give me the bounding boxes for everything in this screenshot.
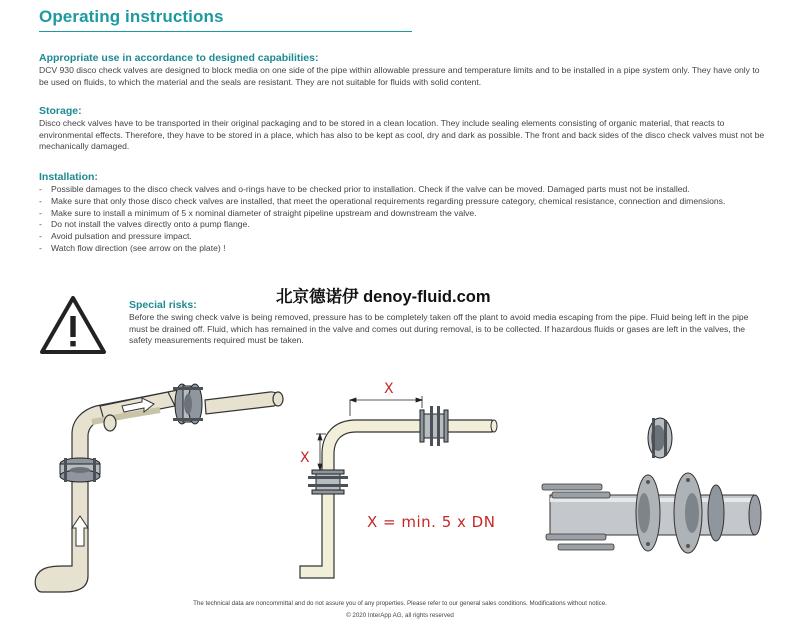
lower-valve <box>60 458 100 482</box>
use-heading: Appropriate use in accordance to designed capabilities: <box>39 52 319 64</box>
pipe-installation-figure <box>30 372 290 594</box>
dimension-x-top: X <box>384 381 394 397</box>
warning-icon <box>39 294 107 356</box>
use-text: DCV 930 disco check valves are designed to block media on one side of the pipe within allowable pressure and temperature limits and to be installed in a pipe system only. They have only to be used on fluids, to which the material and the seals are resistant. They are not suitable for fluids with solid content. <box>39 65 760 87</box>
special-risks-section <box>129 299 769 347</box>
distance-formula: X = min. 5 x DN <box>367 513 496 531</box>
special-risks-text: Before the swing check valve is being removed, pressure has to be completely taken off the plant to avoid media escaping from the pipe. Fluid being left in the pipe must be drained off. Fluid, which has remained in the valve and comes out during removal, is to be collected. If hazardous fluids or gases are left in the valves, the safety measurements required must be taken. <box>129 312 749 346</box>
installation-item: - Avoid pulsation and pressure impact. <box>39 231 767 243</box>
storage-section <box>39 105 767 153</box>
special-risks-heading: Special risks: <box>129 299 197 311</box>
installation-item: - Do not install the valves directly onto a pump flange. <box>39 219 767 231</box>
installation-item: - Watch flow direction (see arrow on the plate) ! <box>39 243 767 255</box>
upper-valve <box>173 384 203 424</box>
title-divider <box>39 31 412 32</box>
storage-text: Disco check valves have to be transported in their original packaging and to be stored in a clean location. They include sealing elements consisting of organic material, that reacts to environmental effects. Therefore, they have to be stored in a place, which has also to be kept as cool, dry and dark as possible. The front and back sides of the disco check valves must not be mechanically damaged. <box>39 118 765 152</box>
footer-disclaimer: The technical data are noncommittal and do not assure you of any properties. Please refer to our general sales conditions. Modifications without notice. <box>193 600 607 607</box>
storage-heading: Storage: <box>39 105 82 117</box>
installation-item: - Make sure that only those disco check valves are installed, that meet the operational requirements regarding pressure category, chemical resistance, connection and dimensions. <box>39 196 767 208</box>
installation-item: - Possible damages to the disco check valves and o-rings have to be checked prior to installation. Check if the valve can be moved. Damaged parts must not be installed. <box>39 184 767 196</box>
installation-heading: Installation: <box>39 171 98 183</box>
dimension-x-side: X <box>300 450 310 466</box>
watermark-text: 北京德诺伊 denoy-fluid.com <box>276 288 491 306</box>
installation-section <box>39 171 767 255</box>
dimension-figure <box>290 378 520 594</box>
use-section <box>39 52 767 88</box>
footer-copyright: © 2020 InterApp AG, all rights reserved <box>346 612 454 619</box>
page-title: Operating instructions <box>39 7 224 26</box>
installation-list <box>39 184 767 255</box>
installation-item: - Make sure to install a minimum of 5 x nominal diameter of straight pipeline upstream and downstream the valve. <box>39 208 767 220</box>
exploded-view-figure <box>540 410 770 570</box>
